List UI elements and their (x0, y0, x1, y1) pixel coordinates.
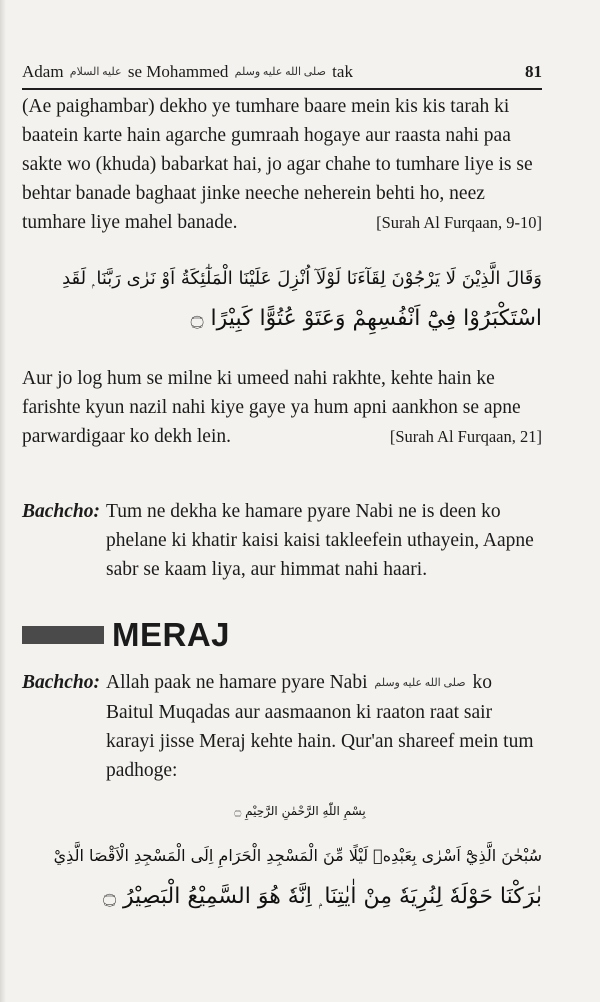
intro-citation: [Surah Al Furqaan, 9-10] (376, 213, 542, 232)
page-spine-shadow (0, 0, 6, 1002)
page-header (22, 56, 542, 84)
translation-text: Aur jo log hum se milne ki umeed nahi rakhte, kehte hain ke farishte kyun nazil nahi kiye gaye ya hum apni aankhon se apne parwardigaar ko dekh lein. (22, 368, 521, 447)
arabic-verse-line: بٰرَكْنَا حَوْلَهٗ لِنُرِيَهٗ مِنْ اٰيٰتِنَا ۭ اِنَّهٗ هُوَ السَّمِيْعُ الْبَصِيْرُ ۝ (103, 884, 542, 909)
running-title (22, 62, 353, 82)
dialog-text-after: ko Baitul Muqadas aur aasmaanon ki raaton raat sair karayi jisse Meraj kehte hain. Qur'an shareef mein tum padhoge: (106, 672, 534, 781)
salawat-glyph: صلى الله عليه وسلم (234, 66, 326, 78)
running-title-start: Adam (22, 62, 64, 81)
page-number: 81 (525, 62, 542, 81)
speaker-label: Bachcho: (22, 501, 101, 522)
section-bar (22, 626, 104, 644)
intro-paragraph (22, 92, 542, 237)
translation-citation: [Surah Al Furqaan, 21] (389, 427, 542, 446)
bismillah: بِسْمِ اللّٰهِ الرَّحْمٰنِ الرَّحِيْمِ ۝ (234, 804, 366, 818)
dialog-text (106, 668, 542, 785)
dialog-text: Tum ne dekha ke hamare pyare Nabi ne is deen ko phelane ki khatir kaisi kaisi takleefein uthayein, Aapne sabr se kaam liya, aur himmat nahi haari. (106, 501, 534, 580)
running-title-middle: se Mohammed (127, 62, 229, 81)
arabic-verse-line: وَقَالَ الَّذِيْنَ لَا يَرْجُوْنَ لِقَآءَنَا لَوْلَآ اُنْزِلَ عَلَيْنَا الْمَلٰٓئِكَةُ اَوْ نَرٰى رَبَّنَا ۭ لَقَدِ (62, 268, 542, 289)
speaker-label: Bachcho: (22, 672, 101, 693)
arabic-verse-line: سُبْحٰنَ الَّذِيْٓ اَسْرٰى بِعَبْدِهٖ لَيْلًا مِّنَ الْمَسْجِدِ الْحَرَامِ اِلَى الْمَسْجِدِ الْاَقْصَا الَّذِيْ (53, 846, 542, 865)
running-title-end: tak (332, 62, 353, 81)
salawat-glyph: عليه السلام (69, 66, 122, 78)
arabic-verse-line: اسْتَكْبَرُوْا فِيْٓ اَنْفُسِهِمْ وَعَتَوْ عُتُوًّا كَبِيْرًا ۝ (190, 306, 542, 331)
translation-paragraph (22, 364, 542, 451)
intro-text: (Ae paighambar) dekho ye tumhare baare mein kis kis tarah ki baatein karte hain agarche gumraah hogaye aur raasta nahi paa sakte wo (khuda) babarkat hai, jo agar chahe to tumhare liye is se behtar banade baghaat jinke neeche neherein behti ho, neez tumhare liye mahel banade. (22, 96, 533, 233)
dialog-block (22, 668, 542, 785)
salawat-glyph: صلى الله عليه وسلم (374, 677, 466, 689)
dialog-block (22, 497, 542, 584)
section-title: MERAJ (112, 616, 231, 653)
header-rule (22, 88, 542, 90)
dialog-text-before: Allah paak ne hamare pyare Nabi (106, 672, 368, 693)
section-heading (22, 616, 542, 656)
